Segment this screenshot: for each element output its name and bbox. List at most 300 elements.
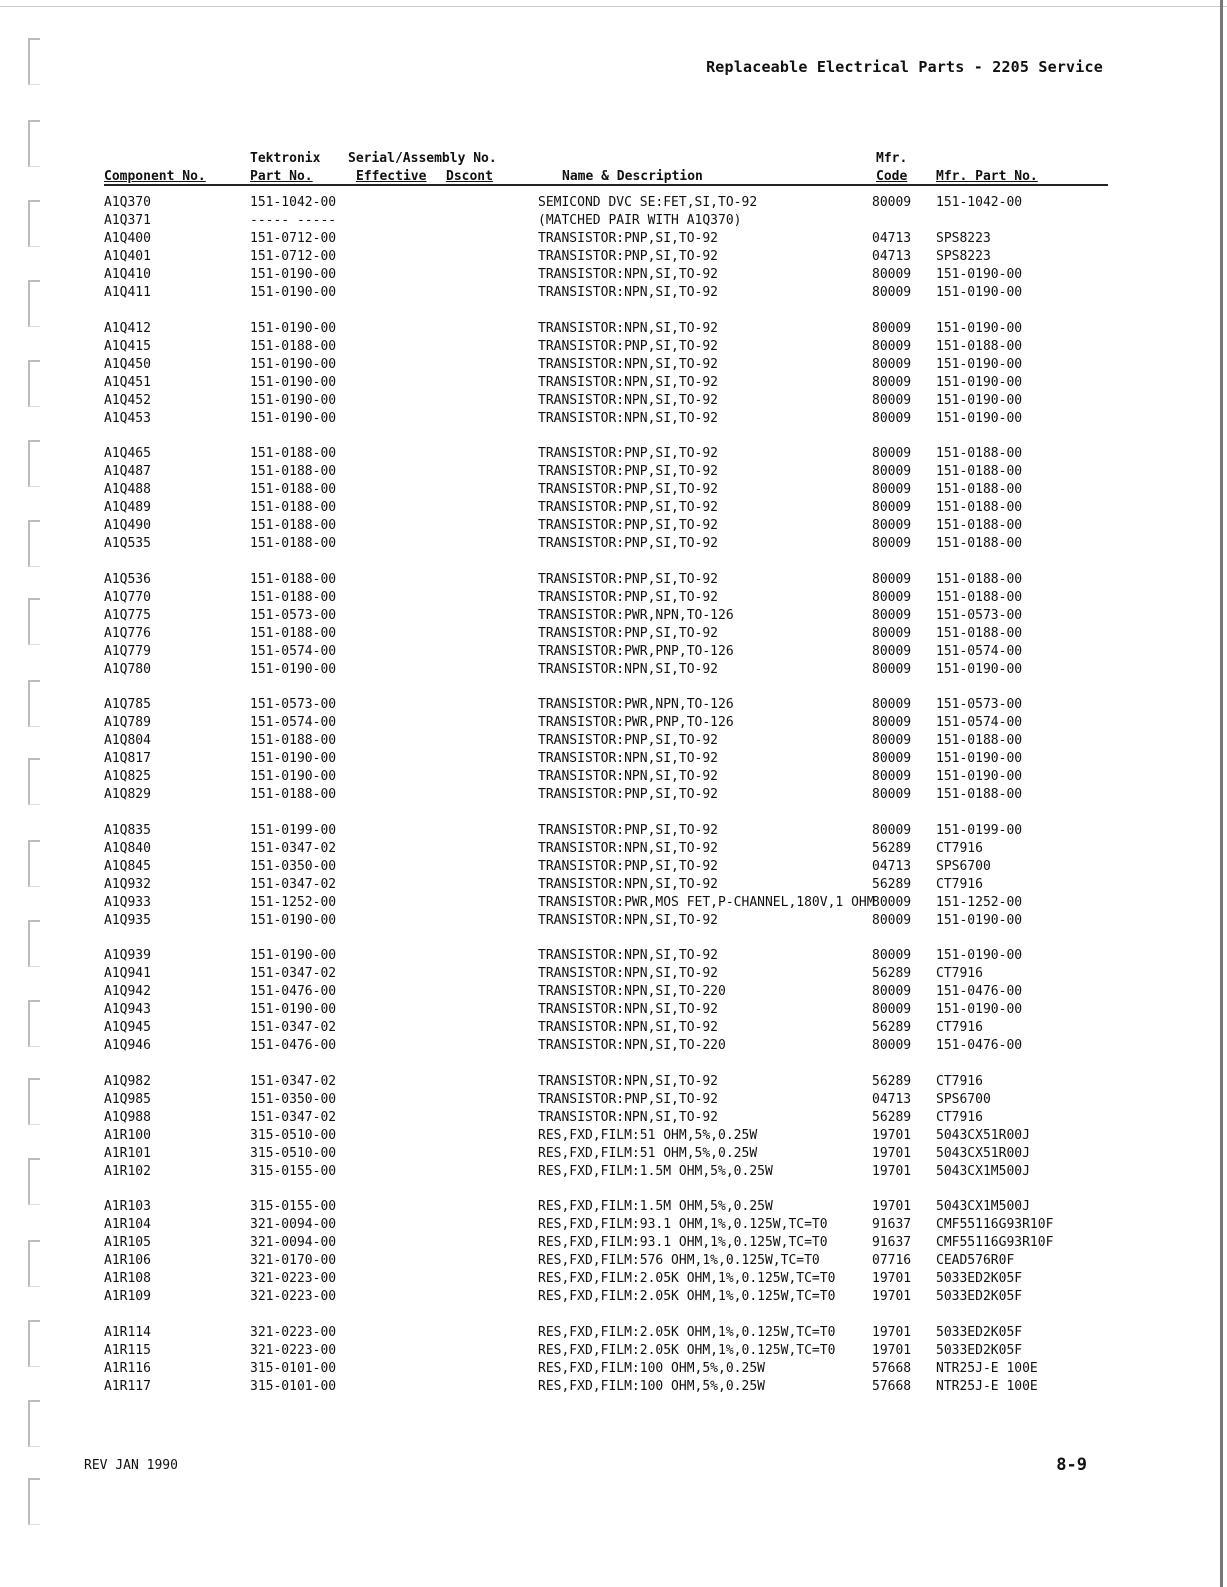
tektronix-part-no-cell: 315-0155-00	[250, 1163, 337, 1179]
table-row	[0, 983, 1227, 1001]
tektronix-part-no-cell: 151-0188-00	[250, 464, 337, 479]
tektronix-part-no-cell: 151-0350-00	[250, 858, 337, 874]
mfr-code-cell: 19701	[872, 1342, 912, 1358]
tektronix-part-no-cell: 151-1252-00	[250, 894, 337, 910]
col-tektronix-header-line1: Tektronix	[250, 151, 321, 166]
name-description-cell: TRANSISTOR:NPN,SI,TO-92	[538, 267, 719, 282]
mfr-part-no-cell: CT7916	[936, 1073, 983, 1089]
name-description-cell: TRANSISTOR:NPN,SI,TO-92	[538, 751, 719, 766]
table-row	[0, 1037, 1227, 1055]
tektronix-part-no-cell: 151-0188-00	[250, 482, 337, 497]
tektronix-part-no-cell: 321-0094-00	[250, 1217, 337, 1232]
component-no-cell: A1Q412	[104, 320, 151, 336]
mfr-code-cell: 56289	[872, 1109, 912, 1125]
name-description-cell: TRANSISTOR:PNP,SI,TO-92	[538, 858, 719, 874]
tektronix-part-no-cell: 151-0190-00	[250, 392, 337, 408]
mfr-part-no-cell: SPS6700	[936, 1091, 991, 1107]
table-row	[0, 822, 1227, 840]
name-description-cell: TRANSISTOR:PWR,NPN,TO-126	[538, 607, 734, 623]
mfr-code-cell: 19701	[872, 1289, 912, 1304]
tektronix-part-no-cell: ----- -----	[250, 213, 337, 228]
component-no-cell: A1Q453	[104, 410, 151, 426]
name-description-cell: TRANSISTOR:NPN,SI,TO-92	[538, 410, 719, 426]
mfr-part-no-cell: 5043CX1M500J	[936, 1199, 1030, 1214]
name-description-cell: TRANSISTOR:NPN,SI,TO-92	[538, 769, 719, 784]
name-description-cell: TRANSISTOR:PNP,SI,TO-92	[538, 446, 719, 461]
name-description-cell: TRANSISTOR:PWR,MOS FET,P-CHANNEL,180V,1 OHM	[538, 894, 875, 910]
tektronix-part-no-cell: 321-0223-00	[250, 1324, 337, 1340]
name-description-cell: TRANSISTOR:NPN,SI,TO-92	[538, 356, 719, 372]
tektronix-part-no-cell: 151-0199-00	[250, 822, 337, 838]
parts-group	[0, 822, 1227, 930]
mfr-code-cell: 04713	[872, 858, 912, 874]
mfr-code-cell: 80009	[872, 787, 912, 802]
revision-date: REV JAN 1990	[84, 1458, 178, 1473]
mfr-part-no-cell: CT7916	[936, 840, 983, 856]
table-row	[0, 607, 1227, 625]
parts-group	[0, 1198, 1227, 1306]
tektronix-part-no-cell: 321-0170-00	[250, 1253, 337, 1268]
component-no-cell: A1Q845	[104, 858, 151, 874]
table-row	[0, 1378, 1227, 1396]
mfr-part-no-cell: NTR25J-E 100E	[936, 1360, 1038, 1376]
mfr-part-no-cell: CT7916	[936, 1020, 983, 1035]
table-row	[0, 643, 1227, 661]
parts-group	[0, 194, 1227, 302]
component-no-cell: A1Q452	[104, 392, 151, 408]
component-no-cell: A1Q829	[104, 787, 151, 802]
parts-group	[0, 445, 1227, 553]
mfr-part-no-cell: 151-0188-00	[936, 625, 1023, 641]
component-no-cell: A1R109	[104, 1289, 151, 1304]
name-description-cell: TRANSISTOR:NPN,SI,TO-92	[538, 912, 719, 928]
mfr-part-no-cell: CT7916	[936, 1109, 983, 1125]
tektronix-part-no-cell: 151-0347-02	[250, 966, 337, 981]
mfr-part-no-cell: 151-0188-00	[936, 571, 1023, 587]
mfr-part-no-cell: 151-0190-00	[936, 320, 1023, 336]
name-description-cell: TRANSISTOR:PNP,SI,TO-92	[538, 733, 719, 748]
tektronix-part-no-cell: 315-0155-00	[250, 1199, 337, 1214]
mfr-part-no-cell: 151-0190-00	[936, 356, 1023, 372]
table-row	[0, 499, 1227, 517]
mfr-part-no-cell: 5043CX51R00J	[936, 1145, 1030, 1161]
table-row	[0, 1270, 1227, 1288]
mfr-part-no-cell: 151-0188-00	[936, 733, 1023, 748]
mfr-code-cell: 56289	[872, 840, 912, 856]
mfr-part-no-cell: 151-0188-00	[936, 464, 1023, 479]
tektronix-part-no-cell: 151-0350-00	[250, 1091, 337, 1107]
table-row	[0, 266, 1227, 284]
component-no-cell: A1Q411	[104, 285, 151, 300]
table-row	[0, 1073, 1227, 1091]
tektronix-part-no-cell: 321-0094-00	[250, 1235, 337, 1250]
component-no-cell: A1R101	[104, 1145, 151, 1161]
table-row	[0, 1198, 1227, 1216]
name-description-cell: TRANSISTOR:NPN,SI,TO-220	[538, 1038, 726, 1053]
table-row	[0, 786, 1227, 804]
name-description-cell: SEMICOND DVC SE:FET,SI,TO-92	[538, 195, 758, 210]
tektronix-part-no-cell: 151-0188-00	[250, 589, 337, 605]
mfr-part-no-cell: 151-0190-00	[936, 661, 1023, 677]
table-row	[0, 481, 1227, 499]
page-top-edge	[0, 6, 1227, 7]
mfr-part-no-cell: 5033ED2K05F	[936, 1342, 1023, 1358]
component-no-cell: A1Q985	[104, 1091, 151, 1107]
mfr-code-cell: 91637	[872, 1235, 912, 1250]
parts-group	[0, 1073, 1227, 1181]
mfr-part-no-cell: SPS8223	[936, 231, 991, 246]
component-no-cell: A1Q817	[104, 751, 151, 766]
mfr-part-no-cell: 151-0476-00	[936, 984, 1023, 999]
component-no-cell: A1R108	[104, 1271, 151, 1286]
table-row	[0, 589, 1227, 607]
name-description-cell: TRANSISTOR:PNP,SI,TO-92	[538, 1091, 719, 1107]
mfr-part-no-cell: 151-0188-00	[936, 536, 1023, 551]
mfr-part-no-cell: NTR25J-E 100E	[936, 1378, 1038, 1394]
component-no-cell: A1Q825	[104, 769, 151, 784]
tektronix-part-no-cell: 151-0574-00	[250, 643, 337, 659]
mfr-code-cell: 57668	[872, 1360, 912, 1376]
mfr-code-cell: 19701	[872, 1127, 912, 1143]
name-description-cell: TRANSISTOR:NPN,SI,TO-92	[538, 374, 719, 390]
tektronix-part-no-cell: 151-0190-00	[250, 912, 337, 928]
table-row	[0, 1342, 1227, 1360]
tektronix-part-no-cell: 321-0223-00	[250, 1271, 337, 1286]
mfr-part-no-cell: 5033ED2K05F	[936, 1289, 1023, 1304]
table-row	[0, 338, 1227, 356]
component-no-cell: A1Q371	[104, 213, 151, 228]
component-no-cell: A1Q401	[104, 249, 151, 264]
name-description-cell: RES,FXD,FILM:93.1 OHM,1%,0.125W,TC=T0	[538, 1235, 828, 1250]
name-description-cell: RES,FXD,FILM:100 OHM,5%,0.25W	[538, 1378, 765, 1394]
page-title: Replaceable Electrical Parts - 2205 Service	[706, 58, 1103, 76]
name-description-cell: RES,FXD,FILM:1.5M OHM,5%,0.25W	[538, 1199, 773, 1214]
mfr-code-cell: 80009	[872, 643, 912, 659]
mfr-part-no-cell: 151-0573-00	[936, 697, 1023, 712]
mfr-code-cell: 80009	[872, 984, 912, 999]
component-no-cell: A1Q535	[104, 536, 151, 551]
tektronix-part-no-cell: 151-0188-00	[250, 338, 337, 354]
mfr-part-no-cell: 151-0190-00	[936, 912, 1023, 928]
component-no-cell: A1Q770	[104, 589, 151, 605]
parts-group	[0, 947, 1227, 1055]
name-description-cell: TRANSISTOR:PNP,SI,TO-92	[538, 822, 719, 838]
name-description-cell: RES,FXD,FILM:2.05K OHM,1%,0.125W,TC=T0	[538, 1271, 836, 1286]
mfr-code-cell: 80009	[872, 589, 912, 605]
parts-group	[0, 320, 1227, 428]
component-no-cell: A1Q939	[104, 948, 151, 963]
mfr-part-no-cell: CT7916	[936, 876, 983, 892]
tektronix-part-no-cell: 151-0190-00	[250, 374, 337, 390]
table-row	[0, 230, 1227, 248]
name-description-cell: TRANSISTOR:PNP,SI,TO-92	[538, 231, 719, 246]
col-serial-dscont-header: Dscont	[446, 169, 493, 184]
mfr-part-no-cell: SPS8223	[936, 249, 991, 264]
name-description-cell: TRANSISTOR:PWR,PNP,TO-126	[538, 715, 734, 730]
table-row	[0, 1252, 1227, 1270]
name-description-cell: TRANSISTOR:PNP,SI,TO-92	[538, 464, 719, 479]
tektronix-part-no-cell: 151-0347-02	[250, 876, 337, 892]
component-no-cell: A1Q932	[104, 876, 151, 892]
component-no-cell: A1Q536	[104, 571, 151, 587]
mfr-code-cell: 80009	[872, 769, 912, 784]
name-description-cell: RES,FXD,FILM:2.05K OHM,1%,0.125W,TC=T0	[538, 1289, 836, 1304]
tektronix-part-no-cell: 151-0190-00	[250, 769, 337, 784]
name-description-cell: TRANSISTOR:NPN,SI,TO-92	[538, 948, 719, 963]
mfr-code-cell: 56289	[872, 1020, 912, 1035]
name-description-cell: TRANSISTOR:PNP,SI,TO-92	[538, 482, 719, 497]
component-no-cell: A1Q488	[104, 482, 151, 497]
tektronix-part-no-cell: 151-0347-02	[250, 1073, 337, 1089]
table-row	[0, 1019, 1227, 1037]
table-row	[0, 965, 1227, 983]
tektronix-part-no-cell: 151-0573-00	[250, 607, 337, 623]
mfr-code-cell: 56289	[872, 876, 912, 892]
table-row	[0, 732, 1227, 750]
mfr-part-no-cell: 151-0190-00	[936, 267, 1023, 282]
mfr-code-cell: 04713	[872, 1091, 912, 1107]
tektronix-part-no-cell: 151-0190-00	[250, 356, 337, 372]
mfr-code-cell: 80009	[872, 482, 912, 497]
tektronix-part-no-cell: 315-0510-00	[250, 1145, 337, 1161]
name-description-cell: TRANSISTOR:NPN,SI,TO-92	[538, 840, 719, 856]
mfr-part-no-cell: 151-0573-00	[936, 607, 1023, 623]
mfr-code-cell: 80009	[872, 625, 912, 641]
mfr-code-cell: 80009	[872, 285, 912, 300]
name-description-cell: TRANSISTOR:NPN,SI,TO-92	[538, 876, 719, 892]
component-no-cell: A1R115	[104, 1342, 151, 1358]
tektronix-part-no-cell: 151-0347-02	[250, 840, 337, 856]
mfr-code-cell: 19701	[872, 1324, 912, 1340]
name-description-cell: TRANSISTOR:PNP,SI,TO-92	[538, 518, 719, 533]
mfr-code-cell: 80009	[872, 392, 912, 408]
name-description-cell: TRANSISTOR:PNP,SI,TO-92	[538, 536, 719, 551]
mfr-code-cell: 04713	[872, 231, 912, 246]
tektronix-part-no-cell: 151-0188-00	[250, 787, 337, 802]
page-number: 8-9	[1056, 1455, 1087, 1475]
tektronix-part-no-cell: 151-0188-00	[250, 446, 337, 461]
component-no-cell: A1Q935	[104, 912, 151, 928]
tektronix-part-no-cell: 151-0574-00	[250, 715, 337, 730]
component-no-cell: A1R100	[104, 1127, 151, 1143]
mfr-code-cell: 80009	[872, 912, 912, 928]
component-no-cell: A1Q933	[104, 894, 151, 910]
name-description-cell: TRANSISTOR:NPN,SI,TO-92	[538, 320, 719, 336]
component-no-cell: A1Q941	[104, 966, 151, 981]
mfr-part-no-cell: 151-0190-00	[936, 948, 1023, 963]
name-description-cell: (MATCHED PAIR WITH A1Q370)	[538, 213, 742, 228]
mfr-part-no-cell: 151-1042-00	[936, 195, 1023, 210]
parts-group	[0, 696, 1227, 804]
name-description-cell: TRANSISTOR:PNP,SI,TO-92	[538, 625, 719, 641]
table-row	[0, 894, 1227, 912]
component-no-cell: A1R105	[104, 1235, 151, 1250]
mfr-code-cell: 19701	[872, 1145, 912, 1161]
table-row	[0, 696, 1227, 714]
table-row	[0, 661, 1227, 679]
name-description-cell: RES,FXD,FILM:2.05K OHM,1%,0.125W,TC=T0	[538, 1324, 836, 1340]
name-description-cell: RES,FXD,FILM:1.5M OHM,5%,0.25W	[538, 1163, 773, 1179]
table-row	[0, 194, 1227, 212]
mfr-code-cell: 80009	[872, 751, 912, 766]
table-row	[0, 1234, 1227, 1252]
tektronix-part-no-cell: 151-0712-00	[250, 249, 337, 264]
mfr-code-cell: 80009	[872, 661, 912, 677]
table-row	[0, 571, 1227, 589]
header-rule	[104, 184, 1108, 186]
component-no-cell: A1R102	[104, 1163, 151, 1179]
tektronix-part-no-cell: 151-1042-00	[250, 195, 337, 210]
component-no-cell: A1Q779	[104, 643, 151, 659]
name-description-cell: TRANSISTOR:PNP,SI,TO-92	[538, 338, 719, 354]
component-no-cell: A1Q840	[104, 840, 151, 856]
mfr-code-cell: 80009	[872, 1038, 912, 1053]
mfr-code-cell: 80009	[872, 374, 912, 390]
component-no-cell: A1Q410	[104, 267, 151, 282]
tektronix-part-no-cell: 321-0223-00	[250, 1289, 337, 1304]
name-description-cell: RES,FXD,FILM:2.05K OHM,1%,0.125W,TC=T0	[538, 1342, 836, 1358]
mfr-part-no-cell: 5043CX1M500J	[936, 1163, 1030, 1179]
tektronix-part-no-cell: 151-0190-00	[250, 948, 337, 963]
tektronix-part-no-cell: 151-0190-00	[250, 285, 337, 300]
tektronix-part-no-cell: 315-0101-00	[250, 1360, 337, 1376]
mfr-part-no-cell: 151-1252-00	[936, 894, 1023, 910]
tektronix-part-no-cell: 321-0223-00	[250, 1342, 337, 1358]
tektronix-part-no-cell: 151-0188-00	[250, 536, 337, 551]
table-row	[0, 947, 1227, 965]
table-row	[0, 876, 1227, 894]
component-no-cell: A1Q465	[104, 446, 151, 461]
name-description-cell: TRANSISTOR:PWR,NPN,TO-126	[538, 697, 734, 712]
parts-group	[0, 1324, 1227, 1396]
mfr-code-cell: 80009	[872, 446, 912, 461]
mfr-code-cell: 80009	[872, 894, 912, 910]
component-no-cell: A1R114	[104, 1324, 151, 1340]
tektronix-part-no-cell: 151-0190-00	[250, 320, 337, 336]
table-row	[0, 410, 1227, 428]
name-description-cell: RES,FXD,FILM:51 OHM,5%,0.25W	[538, 1145, 758, 1161]
binder-hole-mark	[28, 1478, 40, 1525]
table-row	[0, 212, 1227, 230]
table-row	[0, 320, 1227, 338]
mfr-code-cell: 91637	[872, 1217, 912, 1232]
mfr-part-no-cell: SPS6700	[936, 858, 991, 874]
table-row	[0, 463, 1227, 481]
table-row	[0, 1001, 1227, 1019]
tektronix-part-no-cell: 151-0188-00	[250, 500, 337, 515]
component-no-cell: A1Q780	[104, 661, 151, 677]
parts-group	[0, 571, 1227, 679]
mfr-code-cell: 19701	[872, 1163, 912, 1179]
mfr-code-cell: 80009	[872, 500, 912, 515]
mfr-part-no-cell: 5033ED2K05F	[936, 1271, 1023, 1286]
col-mfr-part-header: Mfr. Part No.	[936, 169, 1038, 184]
table-row	[0, 912, 1227, 930]
mfr-part-no-cell: 151-0190-00	[936, 285, 1023, 300]
table-row	[0, 714, 1227, 732]
tektronix-part-no-cell: 151-0347-02	[250, 1020, 337, 1035]
mfr-part-no-cell: 151-0190-00	[936, 374, 1023, 390]
name-description-cell: RES,FXD,FILM:576 OHM,1%,0.125W,TC=T0	[538, 1253, 820, 1268]
tektronix-part-no-cell: 315-0101-00	[250, 1378, 337, 1394]
tektronix-part-no-cell: 151-0188-00	[250, 571, 337, 587]
mfr-part-no-cell: 151-0188-00	[936, 787, 1023, 802]
component-no-cell: A1Q988	[104, 1109, 151, 1125]
tektronix-part-no-cell: 151-0347-02	[250, 1109, 337, 1125]
component-no-cell: A1Q804	[104, 733, 151, 748]
mfr-part-no-cell: 5033ED2K05F	[936, 1324, 1023, 1340]
table-row	[0, 248, 1227, 266]
mfr-part-no-cell: 151-0574-00	[936, 715, 1023, 730]
name-description-cell: RES,FXD,FILM:100 OHM,5%,0.25W	[538, 1360, 765, 1376]
table-row	[0, 445, 1227, 463]
component-no-cell: A1Q370	[104, 195, 151, 210]
name-description-cell: TRANSISTOR:NPN,SI,TO-92	[538, 1020, 719, 1035]
name-description-cell: RES,FXD,FILM:93.1 OHM,1%,0.125W,TC=T0	[538, 1217, 828, 1232]
mfr-code-cell: 56289	[872, 1073, 912, 1089]
tektronix-part-no-cell: 151-0190-00	[250, 410, 337, 426]
tektronix-part-no-cell: 151-0476-00	[250, 984, 337, 999]
mfr-code-cell: 80009	[872, 320, 912, 336]
mfr-part-no-cell: 151-0188-00	[936, 338, 1023, 354]
table-row	[0, 1360, 1227, 1378]
table-row	[0, 1324, 1227, 1342]
component-no-cell: A1Q835	[104, 822, 151, 838]
mfr-code-cell: 80009	[872, 518, 912, 533]
name-description-cell: TRANSISTOR:NPN,SI,TO-92	[538, 1073, 719, 1089]
name-description-cell: TRANSISTOR:NPN,SI,TO-92	[538, 1109, 719, 1125]
col-component-header: Component No.	[104, 169, 206, 184]
component-no-cell: A1R103	[104, 1199, 151, 1214]
mfr-part-no-cell: 151-0188-00	[936, 482, 1023, 497]
mfr-part-no-cell: 151-0199-00	[936, 822, 1023, 838]
mfr-part-no-cell: 151-0188-00	[936, 589, 1023, 605]
mfr-code-cell: 19701	[872, 1271, 912, 1286]
table-row	[0, 284, 1227, 302]
mfr-code-cell: 80009	[872, 267, 912, 282]
mfr-part-no-cell: 151-0476-00	[936, 1038, 1023, 1053]
component-no-cell: A1Q489	[104, 500, 151, 515]
table-row	[0, 768, 1227, 786]
table-row	[0, 1288, 1227, 1306]
mfr-code-cell: 80009	[872, 464, 912, 479]
table-row	[0, 356, 1227, 374]
mfr-part-no-cell: 151-0574-00	[936, 643, 1023, 659]
name-description-cell: TRANSISTOR:PWR,PNP,TO-126	[538, 643, 734, 659]
component-no-cell: A1Q776	[104, 625, 151, 641]
name-description-cell: TRANSISTOR:PNP,SI,TO-92	[538, 249, 719, 264]
table-row	[0, 1216, 1227, 1234]
col-tektronix-header-line2: Part No.	[250, 169, 313, 184]
table-row	[0, 840, 1227, 858]
tektronix-part-no-cell: 151-0476-00	[250, 1038, 337, 1053]
col-serial-effective-header: Effective	[356, 169, 427, 184]
tektronix-part-no-cell: 315-0510-00	[250, 1127, 337, 1143]
mfr-code-cell: 80009	[872, 195, 912, 210]
table-row	[0, 1145, 1227, 1163]
mfr-part-no-cell: CEAD576R0F	[936, 1253, 1015, 1268]
mfr-part-no-cell: 151-0188-00	[936, 500, 1023, 515]
binder-hole-mark	[28, 38, 40, 85]
component-no-cell: A1Q490	[104, 518, 151, 533]
component-no-cell: A1Q982	[104, 1073, 151, 1089]
tektronix-part-no-cell: 151-0188-00	[250, 518, 337, 533]
table-row	[0, 1091, 1227, 1109]
mfr-code-cell: 80009	[872, 733, 912, 748]
mfr-code-cell: 80009	[872, 822, 912, 838]
component-no-cell: A1Q946	[104, 1038, 151, 1053]
name-description-cell: TRANSISTOR:NPN,SI,TO-92	[538, 1002, 719, 1017]
